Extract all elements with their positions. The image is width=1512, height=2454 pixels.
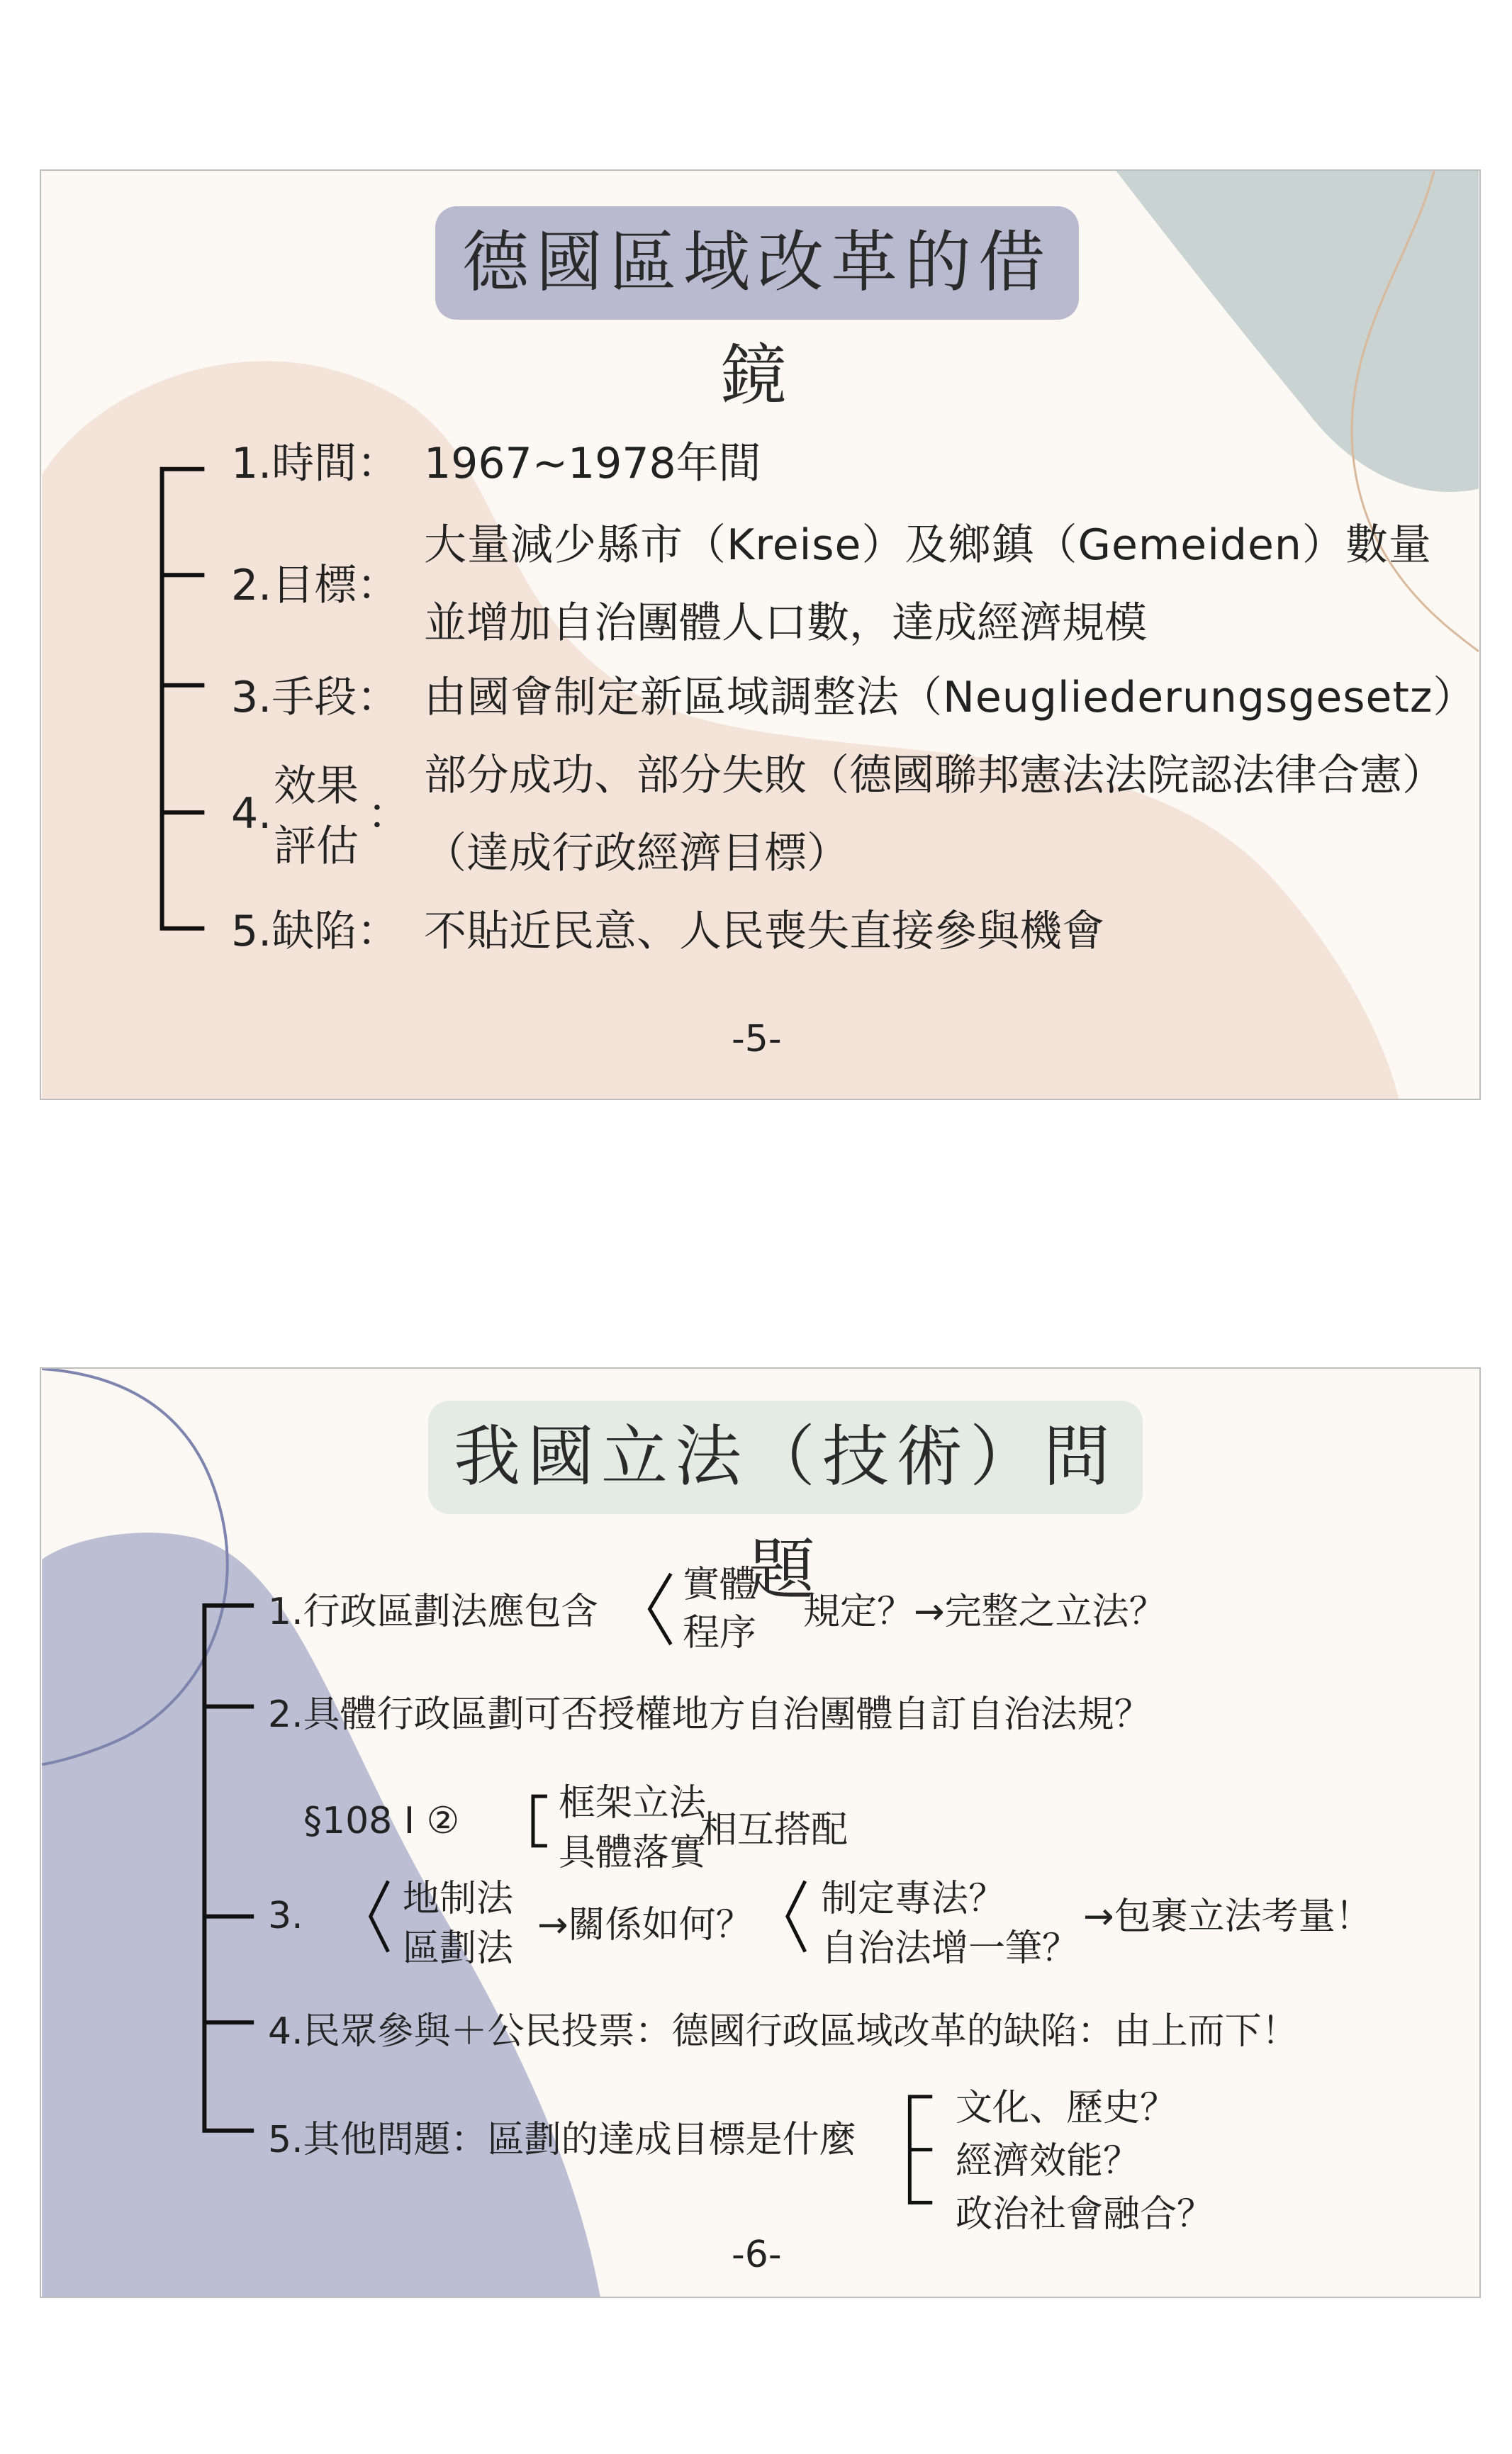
item-3-mid: →關係如何？: [537, 1904, 753, 1946]
lavender-blob: [42, 1533, 600, 2297]
slide-6-title: 我國立法（技術）問題: [428, 1401, 1143, 1514]
item-4-label-b: 評估: [274, 822, 359, 871]
item-4-text: 4.民眾參與＋公民投票：德國行政區域改革的缺陷：由上而下！: [268, 2010, 1299, 2053]
item-4-label-a: 效果: [274, 761, 359, 811]
item-1-option-procedure: 程序: [683, 1612, 757, 1654]
item-3-question-b: 自治法增一筆？: [821, 1927, 1080, 1970]
item-5-text: 5.其他問題：區劃的達成目標是什麼: [268, 2119, 856, 2161]
item-4-colon: ：: [367, 790, 410, 839]
item-3-option-division-act: 區劃法: [403, 1927, 514, 1970]
teal-blob: [1116, 171, 1478, 492]
item-5-option-culture: 文化、歷史？: [956, 2087, 1177, 2129]
item-2-text: 2.具體行政區劃可否授權地方自治團體自訂自治法規？: [268, 1693, 1151, 1736]
item-1-angle-bracket: [649, 1574, 671, 1645]
item-2-text-line2: 並增加自治團體人口數，達成經濟規模: [424, 598, 1147, 648]
item-3-num: 3.: [268, 1895, 303, 1937]
item-1-text: 1967~1978年間: [424, 439, 761, 488]
slide-6: [40, 1367, 1481, 2298]
item-5-label: 5.缺陷：: [231, 907, 400, 956]
page-number: -5-: [732, 1018, 782, 1060]
item-2-text-line1: 大量減少縣市（Kreise）及鄉鎮（Gemeiden）數量: [424, 520, 1432, 570]
item-3-text: 由國會制定新區域調整法（Neugliederungsgesetz）: [424, 673, 1477, 722]
item-5-square-bracket: [909, 2097, 932, 2203]
item-2-sub-bracket: [533, 1796, 547, 1846]
slide-5: [40, 169, 1481, 1100]
item-5-option-economy: 經濟效能？: [956, 2140, 1141, 2183]
item-1-option-substance: 實體: [683, 1564, 757, 1606]
item-2-option-implementation: 具體落實: [559, 1832, 707, 1874]
item-1-label: 1.時間：: [231, 439, 400, 488]
item-3-angle-bracket-2: [788, 1881, 805, 1952]
slide-5-title: 德國區域改革的借鏡: [435, 206, 1079, 320]
item-4-text-line1: 部分成功、部分失敗（德國聯邦憲法法院認法律合憲）: [424, 751, 1445, 800]
item-3-option-local-act: 地制法: [403, 1878, 514, 1920]
item-2-ref: §108 I ②: [303, 1800, 460, 1842]
item-2-option-framework: 框架立法: [559, 1782, 707, 1825]
item-1-tail: 規定？→完整之立法？: [803, 1591, 1166, 1633]
page-number: -6-: [732, 2234, 782, 2276]
item-3-tail: →包裹立法考量！: [1083, 1895, 1372, 1938]
item-2-tail: 相互搭配: [700, 1809, 849, 1851]
item-5-text: 不貼近民意、人民喪失直接參與機會: [424, 907, 1104, 956]
item-3-label: 3.手段：: [231, 673, 400, 722]
item-5-option-politics: 政治社會融合？: [956, 2193, 1214, 2236]
item-3-question-a: 制定專法？: [821, 1878, 1006, 1920]
item-2-label: 2.目標：: [231, 561, 400, 610]
item-4-text-line2: （達成行政經濟目標）: [424, 829, 849, 878]
item-4-label-prefix: 4.: [231, 789, 272, 839]
item-1-text: 1.行政區劃法應包含: [268, 1591, 598, 1633]
